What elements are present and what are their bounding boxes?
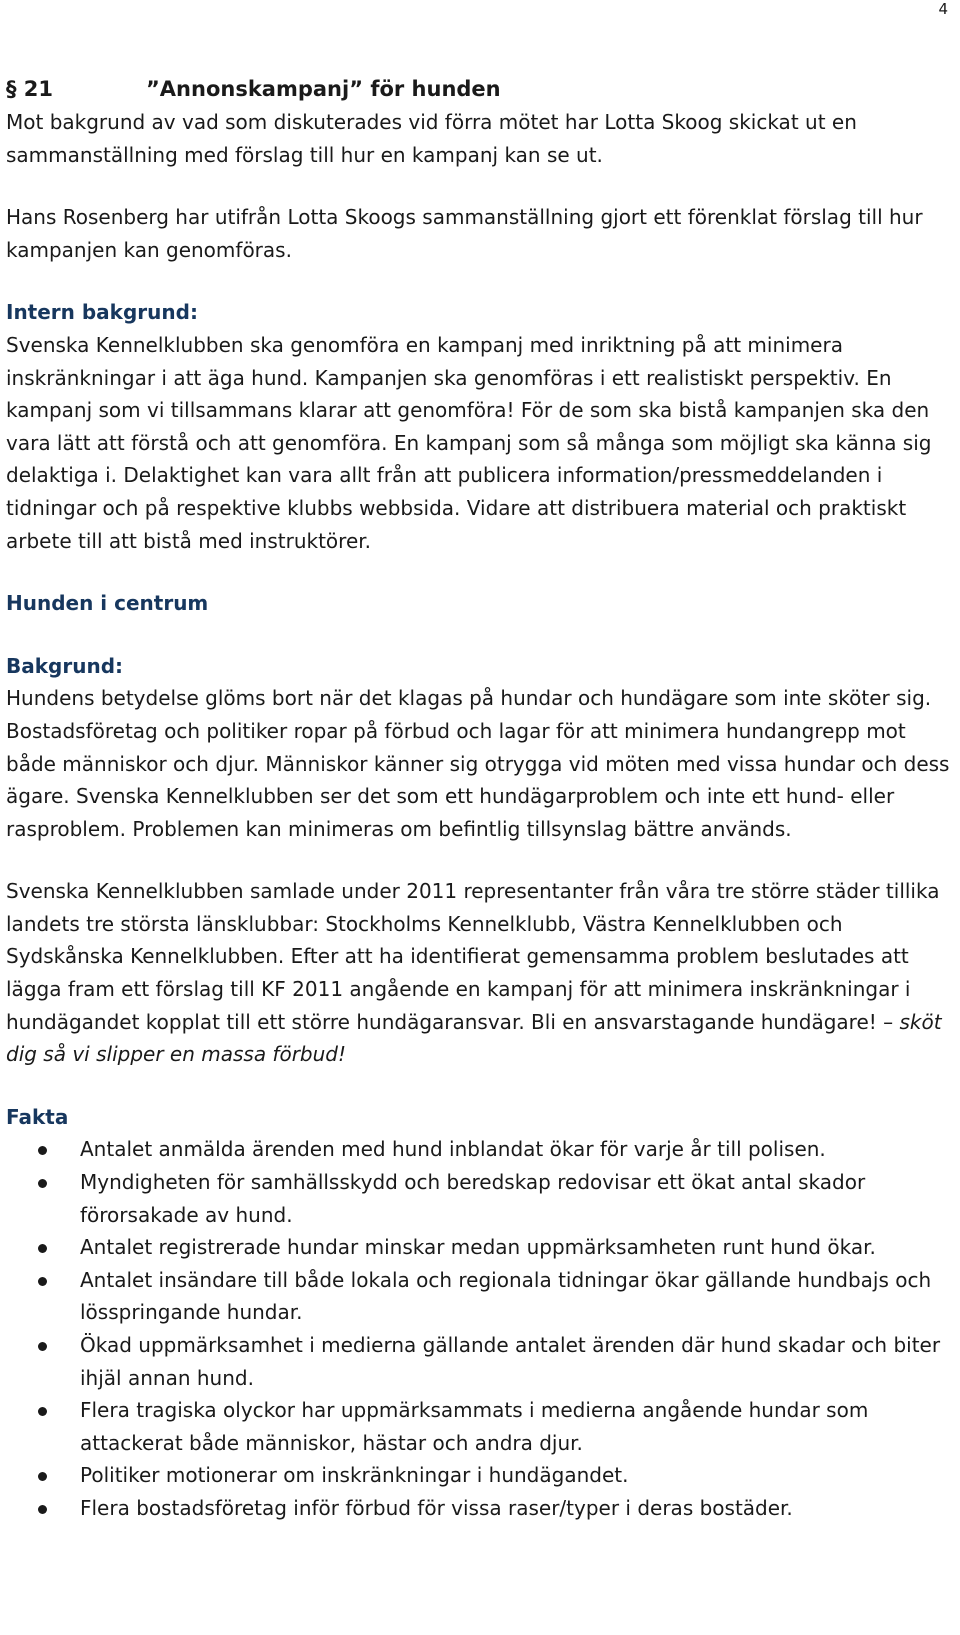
summary-text: Svenska Kennelklubben samlade under 2011 representanter från våra tre större städer tillika landets tre största länsklubbar: Stockholms Kennelklubb, Västra Kennelklubben och Sydskånska Kennelklubben. Efter att ha identifierat gemensamma problem beslutades att lägga fram ett förslag till KF 2011 angående en kampanj för att minimera inskränkningar i hundägandet kopplat till ett större hundägaransvar. Bli en ansvarstagande hundägare! –	[6, 879, 940, 1034]
intern-bakgrund-label: Intern bakgrund:	[6, 300, 198, 325]
summary-paragraph	[6, 875, 956, 1071]
list-item	[6, 1459, 956, 1492]
paragraph-proposal: Hans Rosenberg har utifrån Lotta Skoogs sammanställning gjort ett förenklat förslag till hur kampanjen kan genomföras.	[6, 205, 923, 262]
list-item-text: Ökad uppmärksamhet i medierna gällande antalet ärenden där hund skadar och biter ihjäl annan hund.	[80, 1333, 941, 1390]
list-item-text: Antalet insändare till både lokala och regionala tidningar ökar gällande hundbajs och lösspringande hundar.	[80, 1267, 932, 1325]
bullet-icon	[38, 1505, 47, 1514]
fakta-heading: Fakta	[6, 1104, 69, 1129]
bullet-icon	[38, 1407, 47, 1416]
fakta-list	[6, 1133, 956, 1524]
list-item	[6, 1133, 956, 1166]
document-body	[6, 72, 956, 1525]
bullet-icon	[38, 1472, 47, 1481]
section-title: ”Annonskampanj” för hunden	[146, 77, 501, 101]
hunden-i-centrum-heading: Hunden i centrum	[6, 591, 209, 616]
list-item-text: Myndigheten för samhällsskydd och beredskap redovisar ett ökat antal skador förorsakade av hund.	[80, 1170, 866, 1227]
list-item	[6, 1329, 956, 1394]
list-item-text: Antalet registrerade hundar minskar medan uppmärksamheten runt hund ökar.	[80, 1235, 876, 1260]
list-item-text: Politiker motionerar om inskränkningar i hundägandet.	[80, 1463, 629, 1488]
section-heading	[6, 72, 956, 106]
list-item-text: Antalet anmälda ärenden med hund inblandat ökar för varje år till polisen.	[80, 1137, 826, 1162]
bullet-icon	[38, 1342, 47, 1351]
list-item	[6, 1492, 956, 1525]
bakgrund-label: Bakgrund:	[6, 653, 124, 678]
intern-bakgrund-text: Svenska Kennelklubben ska genomföra en kampanj med inriktning på att minimera inskränkningar i att äga hund. Kampanjen ska genomföras i ett realistiskt perspektiv. En kampanj som vi tillsammans klarar att genomföra! För de som ska bistå kampanjen ska den vara lätt att förstå och att genomföra. En kampanj som så många som möjligt ska känna sig delaktiga i. Delaktighet kan vara allt från att publicera information/pressmeddelanden i tidningar och på respektive klubbs webbsida. Vidare att distribuera material och praktiskt arbete till att bistå med instruktörer.	[6, 332, 932, 553]
bullet-icon	[38, 1277, 47, 1286]
summary-slogan: sköt dig så vi slipper en massa förbud!	[6, 1009, 942, 1067]
bakgrund-text: Hundens betydelse glöms bort när det klagas på hundar och hundägare som inte sköter sig. Bostadsföretag och politiker ropar på förbud och lagar för att minimera hundangrepp mot både människor och djur. Människor känner sig otrygga vid möten med vissa hundar och dess ägare. Svenska Kennelklubben ser det som ett hundägarproblem och inte ett hund- eller rasproblem. Problemen kan minimeras om befintlig tillsynslag bättre används.	[6, 686, 950, 841]
list-item	[6, 1264, 956, 1329]
paragraph-intro: Mot bakgrund av vad som diskuterades vid förra mötet har Lotta Skoog skickat ut en sammanställning med förslag till hur en kampanj kan se ut.	[6, 110, 857, 167]
list-item-text: Flera bostadsföretag inför förbud för vissa raser/typer i deras bostäder.	[80, 1495, 793, 1520]
list-item	[6, 1166, 956, 1231]
list-item	[6, 1394, 956, 1459]
bullet-icon	[38, 1244, 47, 1253]
page-number: 4	[938, 0, 948, 18]
bullet-icon	[38, 1146, 47, 1155]
section-number: § 21	[6, 77, 54, 101]
list-item-text: Flera tragiska olyckor har uppmärksammats i medierna angående hundar som attackerat både människor, hästar och andra djur.	[80, 1398, 869, 1455]
bullet-icon	[38, 1179, 47, 1188]
list-item	[6, 1231, 956, 1264]
